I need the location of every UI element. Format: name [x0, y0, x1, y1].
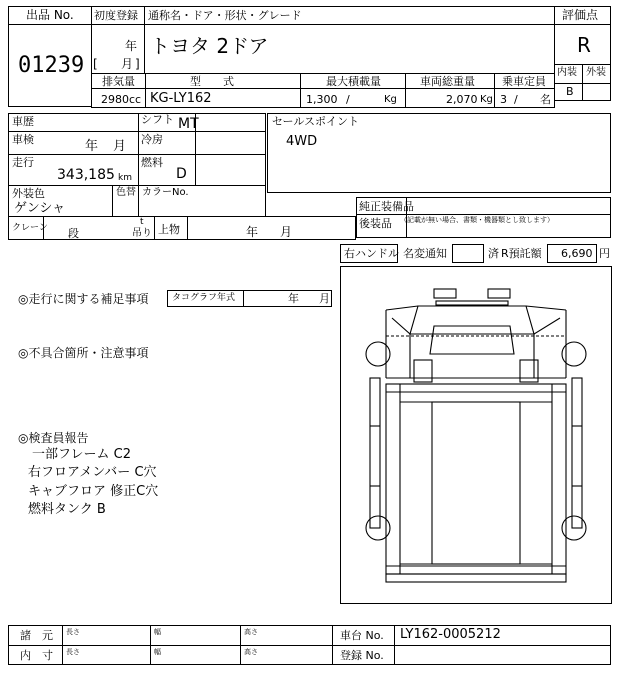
inspector-line-3: キャブフロア 修正C穴 [28, 484, 159, 499]
aftermarket-label: 後装品 [359, 217, 392, 230]
spec-height-label: 高さ [244, 628, 258, 636]
fuel-value: D [176, 166, 187, 182]
driving-notes-label: ◎走行に関する補足事項 [18, 292, 149, 306]
score-label: 評価点 [562, 8, 599, 22]
crane-stage: 段 [68, 227, 79, 240]
spec-width-label: 幅 [154, 628, 161, 636]
crane-lift-row [8, 216, 356, 240]
gross-weight-unit: Kg [480, 94, 493, 105]
inspection-month: 月 [113, 139, 127, 154]
capacity-value: 3 [500, 93, 507, 106]
color-code-label: カラーNo. [142, 187, 189, 198]
crane-label: クレーン [12, 223, 48, 233]
exterior-score-label: 外装 [586, 67, 606, 78]
color-change-label: 色替 [116, 187, 136, 198]
air-conditioning-label: 冷房 [141, 133, 163, 146]
displacement-value: 2980 [101, 93, 129, 106]
deposit-prefix: 済 [488, 247, 499, 260]
shift-label: シフト [141, 113, 174, 126]
fuel-label: 燃料 [141, 156, 163, 169]
inner-width-label: 幅 [154, 648, 161, 656]
capacity-slash: / [514, 93, 518, 106]
inspector-line-1: 一部フレーム C2 [32, 447, 131, 462]
defects-label: ◎不具合箇所・注意事項 [18, 346, 149, 360]
displacement-unit: cc [129, 93, 142, 106]
recycle-amount: 6,690 [561, 247, 593, 260]
first-registration-year: 年 [125, 39, 138, 53]
bracket-open: [ [93, 57, 98, 71]
crane-ton: t [140, 217, 144, 227]
mileage-unit: km [118, 173, 132, 183]
lot-number-label: 出品 No. [26, 8, 74, 22]
tachograph-month: 月 [319, 292, 330, 305]
inner-height-label: 高さ [244, 648, 258, 656]
capacity-label: 乗車定員 [502, 75, 546, 88]
exterior-color-label: 外装色 [12, 187, 45, 200]
gross-weight-value: 2,070 [446, 93, 478, 106]
mileage-label: 走行 [12, 156, 34, 169]
max-load-slash: / [346, 93, 350, 106]
max-load-unit: Kg [384, 94, 397, 105]
lift-label: 上物 [158, 223, 180, 236]
model-label: 型 式 [190, 75, 234, 88]
name-change-box [452, 244, 484, 263]
crane-hang: 吊り [132, 228, 152, 239]
score: R [577, 33, 591, 57]
max-load-value: 1,300 [306, 93, 338, 106]
model-code: KG-LY162 [150, 91, 212, 106]
mileage-value: 343,185 [57, 167, 115, 183]
tachograph-label: タコグラフ年式 [172, 293, 236, 303]
recycle-yen: 円 [599, 247, 610, 260]
interior-score: B [566, 85, 574, 98]
steering-side: 右ハンドル [344, 247, 399, 260]
max-load-label: 最大積載量 [326, 75, 381, 88]
sales-point-label: セールスポイント [272, 115, 360, 128]
inspection-label: 車検 [12, 133, 34, 146]
aftermarket-note: （記載が無い場合、書類・機器類とし致します） [400, 216, 554, 224]
chassis-number: LY162-0005212 [400, 627, 501, 642]
car-name-label: 通称名・ドア・形状・グレード [148, 9, 302, 22]
name-change-label: 名変通知 [403, 247, 447, 260]
standard-equipment-label: 純正装備品 [359, 200, 414, 213]
tachograph-year: 年 [288, 292, 299, 305]
bracket-close: ] [135, 57, 140, 71]
truck-outline-diagram [340, 266, 612, 604]
shift-value: MT [178, 116, 199, 132]
first-registration-month: 月 [121, 57, 134, 71]
inner-length-label: 長さ [66, 648, 80, 656]
displacement-label: 排気量 [102, 75, 135, 88]
inner-dimensions-label: 内 寸 [20, 649, 53, 662]
chassis-number-label: 車台 No. [340, 629, 384, 642]
inspector-line-4: 燃料タンク B [28, 502, 106, 517]
specs-label: 諸 元 [20, 629, 53, 642]
sales-point-value: 4WD [286, 134, 318, 149]
lift-month: 月 [280, 225, 293, 239]
inspector-report-label: ◎検査員報告 [18, 431, 89, 445]
exterior-color-value: ゲンシャ [14, 201, 66, 216]
spec-length-label: 長さ [66, 628, 80, 636]
lot-number: 01239 [18, 53, 85, 78]
lift-year: 年 [246, 225, 259, 239]
recycle-label: R預託額 [501, 247, 542, 260]
inspector-line-2: 右フロアメンバー C穴 [28, 465, 157, 480]
gross-weight-label: 車両総重量 [420, 75, 475, 88]
registration-number-label: 登録 No. [340, 649, 384, 662]
history-label: 車歴 [12, 115, 34, 128]
interior-score-label: 内装 [557, 67, 577, 78]
inspection-year: 年 [85, 139, 99, 154]
capacity-unit: 名 [540, 93, 551, 106]
car-name: トヨタ 2ドア [150, 34, 269, 58]
first-registration-label: 初度登録 [94, 9, 138, 22]
